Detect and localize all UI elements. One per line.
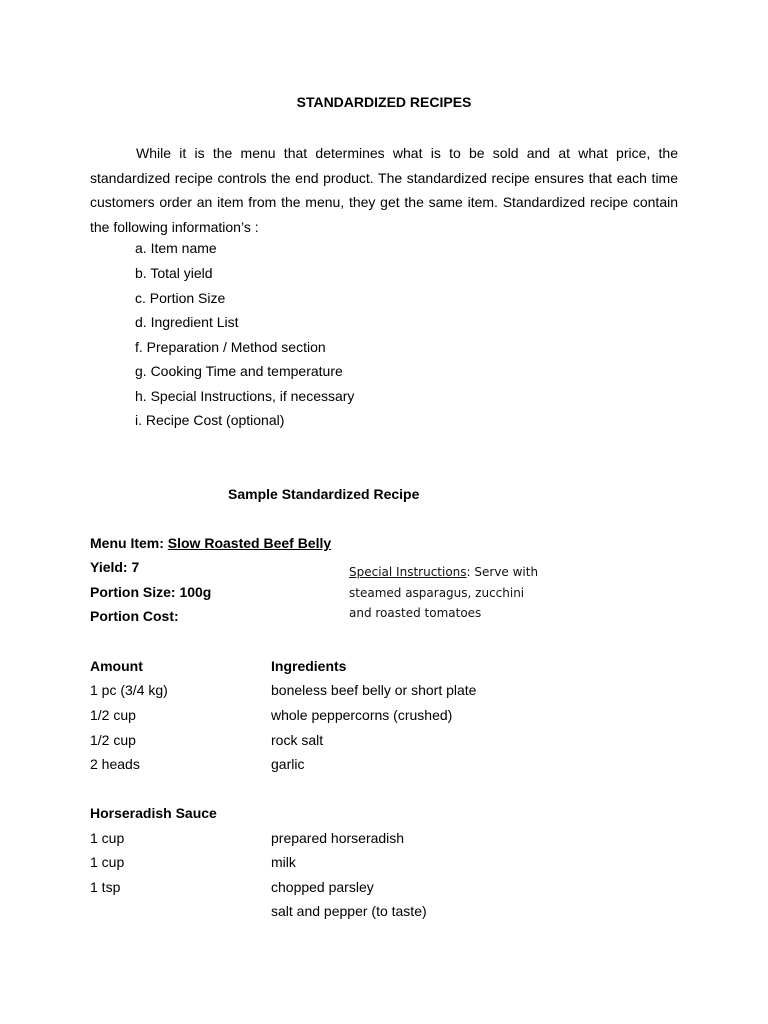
ingredient-cell: prepared horseradish bbox=[271, 830, 405, 846]
intro-paragraph: While it is the menu that determines what is to be sold and at what price, the standardized recipe controls the end product. The standardized recipe ensures that each time customers order an item from the menu, they get the same item. Standardized recipe contain the following information’s : bbox=[90, 145, 678, 235]
ingredient-cell: whole peppercorns (crushed) bbox=[271, 707, 453, 723]
ingredient-cell: salt and pepper (to taste) bbox=[271, 903, 427, 919]
amount-column-header: Amount bbox=[90, 658, 143, 674]
amount-cell: 1 cup bbox=[90, 854, 125, 870]
list-item: g. Cooking Time and temperature bbox=[135, 363, 343, 379]
ingredient-cell: garlic bbox=[271, 756, 305, 772]
ingredient-cell: boneless beef belly or short plate bbox=[271, 682, 477, 698]
horseradish-sauce-heading: Horseradish Sauce bbox=[90, 805, 217, 821]
list-item: c. Portion Size bbox=[135, 290, 226, 306]
menu-item-label: Menu Item: bbox=[90, 535, 164, 551]
sample-recipe-heading: Sample Standardized Recipe bbox=[228, 486, 420, 502]
special-instructions-label: Special Instructions bbox=[349, 565, 467, 579]
amount-cell: 1 pc (3/4 kg) bbox=[90, 682, 168, 698]
yield-line: Yield: 7 bbox=[90, 559, 140, 575]
amount-cell: 1 cup bbox=[90, 830, 125, 846]
amount-cell: 2 heads bbox=[90, 756, 140, 772]
ingredient-cell: chopped parsley bbox=[271, 879, 374, 895]
list-item: b. Total yield bbox=[135, 265, 213, 281]
menu-item-value: Slow Roasted Beef Belly bbox=[167, 535, 332, 551]
portion-size-line: Portion Size: 100g bbox=[90, 584, 212, 600]
ingredients-column-header: Ingredients bbox=[271, 658, 347, 674]
list-item: f. Preparation / Method section bbox=[135, 339, 326, 355]
list-item: i. Recipe Cost (optional) bbox=[135, 412, 285, 428]
amount-cell: 1/2 cup bbox=[90, 707, 136, 723]
portion-cost-line: Portion Cost: bbox=[90, 608, 179, 624]
list-item: a. Item name bbox=[135, 240, 217, 256]
amount-cell: 1/2 cup bbox=[90, 732, 136, 748]
special-instructions-text: : Serve with steamed asparagus, zucchini and roasted tomatoes bbox=[349, 565, 539, 620]
ingredient-cell: milk bbox=[271, 854, 296, 870]
special-instructions bbox=[349, 562, 549, 624]
document-title: STANDARDIZED RECIPES bbox=[296, 94, 472, 110]
ingredient-cell: rock salt bbox=[271, 732, 324, 748]
list-item: h. Special Instructions, if necessary bbox=[135, 388, 355, 404]
menu-item-line bbox=[90, 534, 331, 552]
amount-cell: 1 tsp bbox=[90, 879, 121, 895]
list-item: d. Ingredient List bbox=[135, 314, 239, 330]
